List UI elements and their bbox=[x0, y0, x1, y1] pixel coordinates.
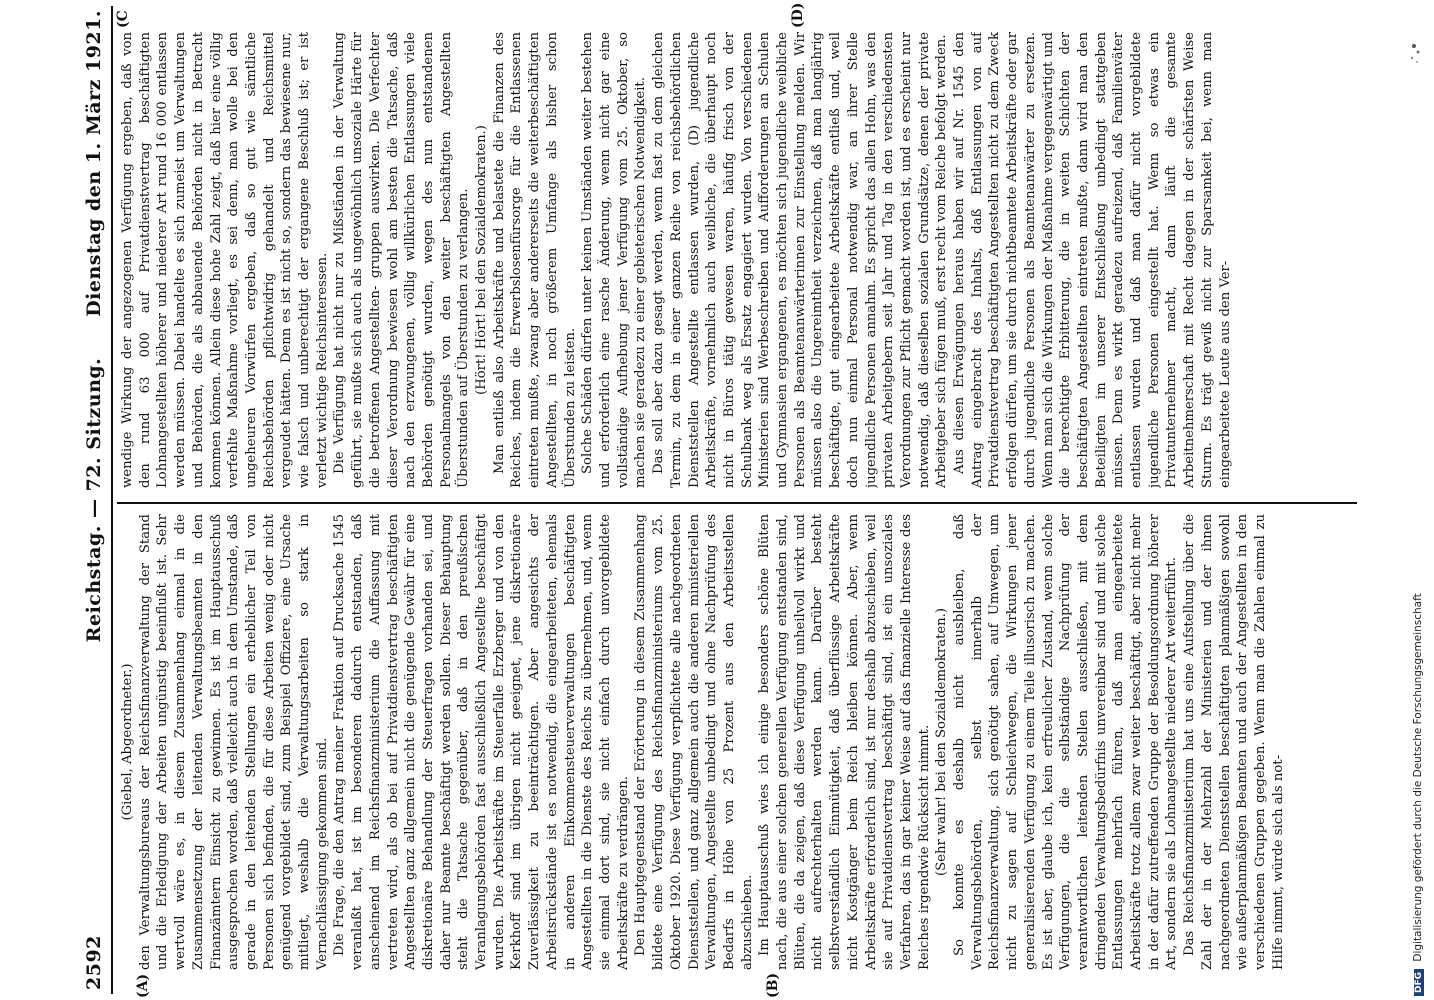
margin-mark-c: (C bbox=[115, 10, 131, 28]
rotated-scan-page bbox=[75, 0, 1395, 1000]
page-number: 2592 bbox=[83, 935, 105, 990]
digitization-footer bbox=[1412, 1, 1428, 996]
interjection: (Hört! Hört! bei den Sozialdemokraten.) bbox=[474, 125, 490, 395]
session-date: Dienstag den 1. März 1921. bbox=[83, 10, 105, 317]
newspaper-sheet bbox=[75, 0, 1395, 1000]
paragraph: Den Hauptgegenstand der Erörterung in diesem Zusammenhang bildete eine Verfügung des Reichsfinanzministeriums vom 25. Oktober 1920. Diese Verfügung verpflichtete alle nachgeordneten Dienststellen, und ganz allgemein auch die anderen ministeriellen Verwaltungen, Angestellte unbedingt und ohne Nachprüfung des Bedarfs in Höhe von 25 Prozent aus den Arbeitsstellen abzuschieben. bbox=[633, 514, 755, 970]
interjection: (Sehr wahr! bei den Sozialdemokraten.) bbox=[934, 608, 950, 876]
header-rule bbox=[111, 6, 113, 994]
margin-mark-b: (B) bbox=[765, 972, 781, 998]
paragraph: wendige Wirkung der angezogenen Verfügung ergeben, daß von den rund 63 000 auf Privatdienstvertrag beschäftigten Lohnangestellten höherer und niederer Art rund 16 000 entlassen werden müssen. Dabei handelte es sich zumeist um Verwaltungen und Behörden, die als abbauende Behörden nicht in Betracht kommen können. Allein diese hohe Zahl zeigt, daß hier eine völlig verfehlte Maßnahme vorliegt, es sei denn, man wolle bei den ungeheuren Vorwürfen ergeben, daß so gut wie sämtliche Reichsbehörden pflichtwidrig gehandelt und Reichsmittel vergeudet hätten. Denn es ist nicht so, sondern das bewiesene nur, wie falsch und unberechtigt der ergangene Beschluß ist; er ist verletzt wichtige Reichsinteressen. bbox=[120, 32, 330, 488]
paragraph: Das soll aber dazu gesagt werden, wenn fast zu dem gleichen Termin, zu dem in einer ganzen Reihe von reichsbehördlichen Dienststellen Angestellte entlassen wurden, (D) jugendliche Arbeitskräfte, vornehmlich auch weibliche, die überhaupt noch nicht in Büros tätig gewesen waren, häufig frisch von der Schulbank weg als Ersatz engagiert wurden. Von verschiedenen Ministerien sind Werbeschreiben und Aufforderungen an Schulen und Gymnasien ergangenen, es möchten sich jugendliche weibliche Personen als Beamtenanwärterinnen zur Einstellung melden. Wir müssen also die Ungereimtheit verzeichnen, daß man langjährig beschäftigte, gut eingearbeitete Arbeitskräfte entließ und, weil doch nun einmal Personal notwendig war, an ihrer Stelle jugendliche Personen annahm. Es spricht das allen Hohn, was den privaten Arbeitgebern seit Jahr und Tag in den verschiedensten Verordnungen zur Pflicht gemacht worden ist, und es erscheint nur notwendig, daß dieselben sozialen Grundsätze, denen der private Arbeitgeber sich fügen muß, erst recht vom Reiche befolgt werden. bbox=[651, 32, 950, 488]
page-header bbox=[83, 10, 111, 990]
dfg-logo-icon: DFG bbox=[1414, 969, 1424, 996]
paragraph: Im Hauptausschuß wies ich einige besonders schöne Blüten nach, die aus einer solchen generellen Verfügung entstanden sind, Blüten, die da zeigen, daß diese Verfügung unheilvoll wirkt und nicht aufrechterhalten werden kann. Darüber besteht selbstverständlich Einmütigkeit, daß überflüssige Arbeitskräfte nicht Kostgänger beim Reich bleiben können. Aber, wenn Arbeitskräfte erforderlich sind, ist nur deshalb abzuschieben, weil sie auf Privatdienstvertrag beschäftigt sind, ist ein unsoziales Verfahren, das in gar keiner Weise auf das finanzielle Interesse des Reiches irgendwie Rücksicht nimmt. bbox=[757, 514, 932, 970]
paragraph: Das Reichsfinanzministerium hat uns eine Aufstellung über die Zahl der in der Mehrzahl der Ministerien und der ihnen nachgeordneten Dienststellen beschäftigten planmäßigen sowohl wie außerplanmäßigen Beamten und auch der Angestellten in den verschiedenen Gruppen gegeben. Wenn man die Zahlen einmal zu Hilfe nimmt, würde sich als not- bbox=[1182, 514, 1286, 970]
paragraph: Solche Schäden dürfen unter keinen Umständen weiter bestehen und erforderlich eine rasche Änderung, wenn nicht gar eine vollständige Aufhebung jener Verfügung vom 25. Oktober, so machen sie geradezu zu einer gebieterischen Notwendigkeit. bbox=[580, 32, 649, 488]
column-divider bbox=[117, 503, 1357, 505]
paragraph: den Verwaltungsbureaus der Reichsfinanzverwaltung der Stand und die Erledigung der Arbeiten ungünstig beeinflußt ist. Sehr wertvoll wäre es, in diesem Zusammenhang einmal in die Zusammensetzung der leitenden Verwaltungsbeamten in den Finanzämtern Einsicht zu gewinnen. Es ist im Hauptausschuß ausgesprochen worden, daß vielleicht auch in dem Umstande, daß gerade in den leitenden Stellungen ein erheblicher Teil von Personen sich befinden, die für diese Arbeiten wenig oder nicht genügend vorgebildet sind, zum Beispiel Offiziere, eine Ursache mitliegt, weshalb die Verwaltungsarbeiten so stark in Vernachlässigung gekommen sind. bbox=[137, 514, 330, 970]
paragraph: Die Frage, die den Antrag meiner Fraktion auf Drucksache 1545 veranlaßt hat, ist im besonderen dadurch entstanden, daß anscheinend im Reichsfinanzministerium die Auffassung mit vertreten wird, als ob bei auf Privatdienstvertrag beschäftigten Angestellten ganz allgemein nicht die genügende Gewähr für eine diskretionäre Behandlung der Steuerfragen vorhanden sei, und daher nur Beamte beschäftigt werden sollen. Dieser Behauptung steht die Tatsache gegenüber, daß in den preußischen Veranlagungsbehörden fast ausschließlich Angestellte beschäftigt wurden. Die Arbeitskräfte im Steuerfalle Erzberger und von den Kerkhoff sind im übrigen nicht geeignet, jene diskretionäre Zuverlässigkeit zu beeinträchtigen. Aber angesichts der Arbeitsrückstände ist es notwendig, die eingearbeiteten, ehemals in anderen Einkommensteuerverwaltungen beschäftigten Angestellten in die Dienste des Reichs zu übernehmen, und, wenn sie einmal dort sind, sie nicht einfach durch unvorgebildete Arbeitskräfte zu verdrängen. bbox=[332, 514, 631, 970]
paragraph: Aus diesen Erwägungen heraus haben wir auf Nr. 1545 den Antrag eingebracht des Inhalts, daß Entlassungen von auf Privatdienstvertrag beschäftigten Angestellten nicht zu dem Zweck erfolgen dürfen, um sie durch nichtbeamtete Arbeitskräfte oder gar durch jugendliche Personen als Beamtenanwärter zu ersetzen. Wenn man sich die Wirkungen der Maßnahme vergegenwärtigt und die berechtigte Erbitterung, die in weiten Schichten der beschäftigten Angestellten eintreten mußte, dann wird man den Beteiligten im unserer Entschließung unbedingt stattgeben müssen. Denn es wirkt geradezu aufreizend, daß Familienväter entlassen wurden und daß man dafür nicht vorgebildete jugendliche Personen eingestellt hat. Wenn so etwas ein Privatunternehmer macht, dann läuft die gesamte Arbeitnehmerschaft mit Recht dagegen in der schärfsten Weise Sturm. Es trägt gewiß nicht zur Sparsamkeit bei, wenn man eingearbeitete Leute aus den Ver- bbox=[952, 32, 1233, 488]
paragraph: Man entließ also Arbeitskräfte und belastete die Finanzen des Reiches, indem die Erwerbslosenfürsorge für die Entlassenen eintreten mußte, zwang aber andererseits die weiterbeschäftigten Angestellten, in noch größerem Umfange als bisher schon Überstunden zu leisten. bbox=[491, 32, 578, 488]
paragraph: Die Verfügung hat nicht nur zu Mißständen in der Verwaltung geführt, sie mußte sich auch als ungewöhnlich unsoziale Härte für die betroffenen Angestellten- gruppen auswirken. Die Verfechter dieser Verordnung bewiesen wohl am besten die Tatsache, daß nach den erzwungenen, völlig willkürlichen Entlassungen viele Behörden genötigt wurden, wegen des nun entstandenen Personalmangels von den weiter beschäftigten Angestellten Überstunden auf Überstunden zu verlangen. bbox=[332, 32, 472, 488]
margin-mark-a: (A) bbox=[135, 973, 151, 998]
left-column bbox=[119, 514, 1355, 970]
right-column bbox=[119, 32, 1355, 488]
speaker-line: (Giebel, Abgeordneter.) bbox=[120, 663, 135, 821]
paragraph: So konnte es deshalb nicht ausbleiben, daß Verwaltungsbehörden, selbst innerhalb der Reichsfinanzverwaltung, sich genötigt sahen, auf Umwegen, um nicht zu sagen auf Schleichwegen, die Wirkungen jener generalisierenden Verfügung zu einem Teile illusorisch zu machen. Es ist aber, glaube ich, kein erfreulicher Zustand, wenn solche Verfügungen, die die selbständige Nachprüfung der verantwortlichen leitenden Stellen ausschließen, mit dem dringenden Verwaltungsbedürfnis unvereinbar sind und mit solche Entlassungen mehrfach führen, daß man eingearbeitete Arbeitskräfte trotz allem zwar weiter beschäftigt, aber nicht mehr in der dafür zutreffenden Gruppe der Besoldungsordnung höherer Art, sondern sie als Lohnangestellte niederer Art weiterführt. bbox=[952, 514, 1180, 970]
session-title: Reichstag. — 72. Sitzung. bbox=[83, 357, 105, 643]
margin-mark-d: (D) bbox=[790, 2, 806, 28]
footer-text: Digitalisierung gefördert durch die Deutsche Forschungsgemeinschaft bbox=[1412, 593, 1424, 962]
